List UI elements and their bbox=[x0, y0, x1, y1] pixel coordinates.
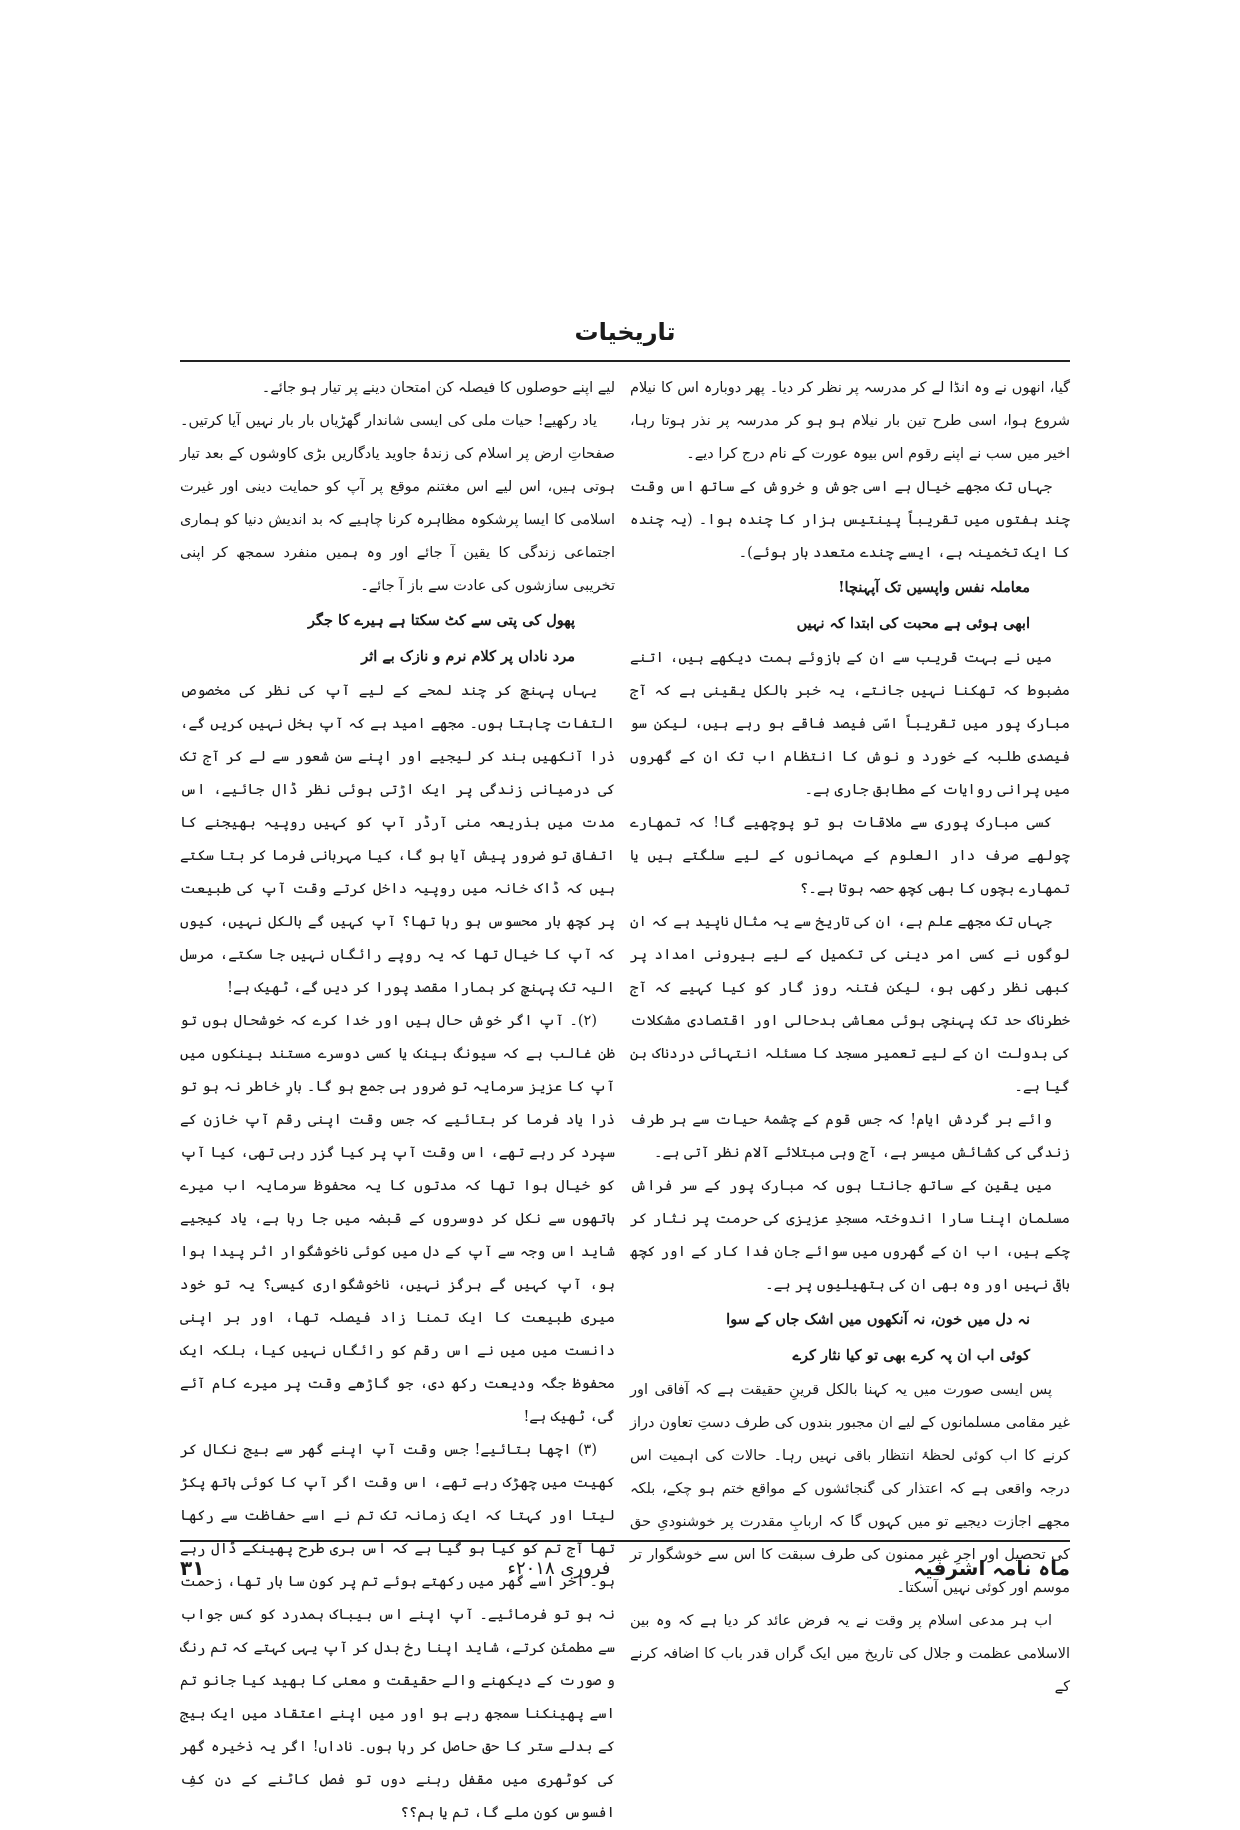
paragraph: وائے بر گردش ایام! کہ جس قوم کے چشمۂ حیات سے ہر طرف زندگی کی کشائش میسر ہے، آج وہی مبتلائے آلام نظر آتی ہے۔ bbox=[630, 1112, 1070, 1161]
verse-line bbox=[220, 639, 575, 675]
verse-text: معاملہ نفس واپسیں تک آپہنچا! bbox=[838, 579, 1030, 596]
paragraph: کسی مبارک پوری سے ملاقات ہو تو پوچھیے گا! کہ تمھارے چولھے صرف دار العلوم کے مہمانوں کے لیے سلگتے ہیں یا تمھارے بچوں کا بھی کچھ حصہ ہوتا ہے۔؟ bbox=[630, 815, 1070, 897]
paragraph: گیا، انھوں نے وہ انڈا لے کر مدرسہ پر نظر کر دیا۔ پھر دوبارہ اس کا نیلام شروع ہوا، اسی طرح تین بار نیلام ہو ہو کر مدرسہ پر نذر ہوتا رہا، اخیر میں سب نے اپنے رقوم اس بیوہ عورت کے نام درج کرا دیے۔ bbox=[630, 380, 1070, 462]
paragraph: (۳) اچھا بتائیے! جس وقت آپ اپنے گھر سے بیج نکال کر کھیت میں چھڑک رہے تھے، اس وقت اگر آپ کا کوئی ہاتھ پکڑ لیتا اور کہتا کہ ایک زمانہ تک تم نے اسے حفاظت سے رکھا تھا آج تم کو کیا ہو گیا ہے کہ اس بری طرح پھینکے ڈال رہے ہو۔ آخر اسے گھر میں رکھتے ہوئے تم پر کون سا بار تھا، زحمت نہ ہو تو فرمائیے۔ آپ اپنے اس بیباک ہمدرد کو کس جواب سے مطمئن کرتے، شاید اپنا رخ بدل کر آپ یہی کہتے کہ تم رنگ و صورت کے دیکھنے والے حقیقت و معنٰی کا بھید کیا جانو تم اسے پھینکنا سمجھ رہے ہو اور میں اپنے اعتقاد میں ایک بیج کے بدلے ستر کا حق حاصل کر رہا ہوں۔ ناداں! اگر یہ ذخیرہ گھر کی کوٹھری میں مقفل رہنے دوں تو فصل کاٹنے کے دن کفِ افسوس کون ملے گا، تم یا ہم؟؟ bbox=[180, 1442, 615, 1821]
page-footer bbox=[180, 1548, 1070, 1588]
header-rule bbox=[180, 360, 1070, 362]
paragraph: یاد رکھیے! حیات ملی کی ایسی شاندار گھڑیاں بار بار نہیں آیا کرتیں۔ صفحاتِ ارض پر اسلام کی زندۂ جاوید یادگاریں بڑی کاوشوں کے بعد تیار ہوتی ہیں، اس لیے اس مغتنم موقع پر آپ کو حمایت دینی اور غیرت اسلامی کا ایسا پرشکوہ مظاہرہ کرنا چاہیے کہ بد اندیش دنیا کو ہماری اجتماعی زندگی کا یقین آ جائے اور وہ ہمیں منفرد سمجھ کر اپنی تخریبی سازشوں کی عادت سے باز آ جائے۔ bbox=[180, 413, 615, 594]
magazine-name: ماہ نامہ اشرفیہ bbox=[913, 1556, 1070, 1580]
verse-text: نہ دل میں خون، نہ آنکھوں میں اشک جاں کے سوا bbox=[726, 1311, 1030, 1328]
verse-line bbox=[670, 570, 1030, 606]
verse-line bbox=[670, 1338, 1030, 1374]
verse-text: مرد ناداں پر کلام نرم و نازک بے اثر bbox=[361, 648, 575, 665]
verse-line bbox=[220, 603, 575, 639]
paragraph: یہاں پہنچ کر چند لمحے کے لیے آپ کی نظر کی مخصوص التفات چاہتا ہوں۔ مجھے امید ہے کہ آپ بخل نہیں کریں گے، ذرا آنکھیں بند کر لیجیے اور اپنے سن شعور سے لے کر آج تک کی درمیانی زندگی پر ایک اڑتی ہوئی نظر ڈال جائیے، اس مدت میں بذریعہ منی آرڈر آپ کو کہیں روپیہ بھیجنے کا اتفاق تو ضرور پیش آیا ہو گا، کیا مہربانی فرما کر بتا سکتے ہیں کہ ڈاک خانہ میں روپیہ داخل کرتے وقت آپ کی طبیعت پر کچھ بار محسوس ہو رہا تھا؟ آپ کہیں گے بالکل نہیں، کیوں کہ آپ کا خیال تھا کہ یہ روپے رائگاں نہیں جا سکتے، مرسل الیہ تک پہنچ کر ہمارا مقصد پورا کر دیں گے، ٹھیک ہے! bbox=[180, 683, 615, 996]
verse-line bbox=[670, 606, 1030, 642]
paragraph: میں نے بہت قریب سے ان کے بازوئے ہمت دیکھے ہیں، اتنے مضبوط کہ تھکنا نہیں جانتے، یہ خبر بالکل یقینی ہے کہ آج مبارک پور میں تقریباً اسّی فیصد فاقے ہو رہے ہیں، لیکن سو فیصدی طلبہ کے خورد و نوش کا انتظام اب تک ان کے گھروں میں پرانی روایات کے مطابق جاری ہے۔ bbox=[630, 650, 1070, 798]
paragraph: جہاں تک مجھے خیال ہے اسی جوش و خروش کے ساتھ اس وقت چند ہفتوں میں تقریباً پینتیس ہزار کا چندہ ہوا۔ (یہ چندہ کا ایک تخمینہ ہے، ایسے چندے متعدد بار ہوئے)۔ bbox=[630, 479, 1070, 561]
page-title: تاریخیات bbox=[574, 318, 676, 346]
paragraph: لیے اپنے حوصلوں کا فیصلہ کن امتحان دینے پر تیار ہو جائے۔ bbox=[261, 380, 615, 396]
paragraph: پس ایسی صورت میں یہ کہنا بالکل قرینِ حقیقت ہے کہ آفاقی اور غیر مقامی مسلمانوں کے لیے ان مجبور بندوں کی طرف دستِ تعاون دراز کرنے کا اب کوئی لحظۂ انتظار باقی نہیں رہا۔ حالات کی اہمیت اس درجہ واقعی ہے کہ اعتذار کی گنجائشوں کے مواقع ختم ہو چکے، بلکہ مجھے اجازت دیجیے تو میں کہوں گا کہ اربابِ مقدرت پر خوشنودیِ حق کی تحصیل اور اجرِ غیر ممنون کی طرف سبقت کا اس سے خوشگوار تر موسم اور کوئی نہیں آسکتا۔ bbox=[630, 1382, 1070, 1596]
paragraph: اب ہر مدعی اسلام پر وقت نے یہ فرض عائد کر دیا ہے کہ وہ بین الاسلامی عظمت و جلال کی تاریخ میں ایک گراں قدر باب کا اضافہ کرنے کے bbox=[630, 1613, 1070, 1695]
verse-text: کوئی اب ان پہ کرے بھی تو کیا نثار کرے bbox=[792, 1347, 1030, 1364]
paragraph: (۲)۔ آپ اگر خوش حال ہیں اور خدا کرے کہ خوشحال ہوں تو ظن غالب ہے کہ سیونگ بینک یا کسی دوسرے مستند بینکوں میں آپ کا عزیز سرمایہ تو ضرور ہی جمع ہو گا۔ بارِ خاطر نہ ہو تو ذرا یاد فرما کر بتائیے کہ جس وقت اپنی رقم آپ خازن کے سپرد کر رہے تھے، اس وقت آپ پر کیا گزر رہی تھی، کیا آپ کو خیال ہوا تھا کہ مدتوں کا یہ محفوظ سرمایہ اب میرے ہاتھوں سے نکل کر دوسروں کے قبضہ میں جا رہا ہے، یاد کیجیے شاید اس وجہ سے آپ کے دل میں کوئی ناخوشگوار اثر پیدا ہوا ہو، آپ کہیں گے ہرگز نہیں، ناخوشگواری کیسی؟ یہ تو خود میری طبیعت کا ایک تمنا زاد فیصلہ تھا، اور بر اپنی دانست میں میں نے اس رقم کو رائگاں نہیں کیا، بلکہ ایک محفوظ جگہ ودیعت رکھ دی، جو گاڑھے وقت پر میرے کام آئے گی، ٹھیک ہے! bbox=[180, 1013, 615, 1425]
paragraph: میں یقین کے ساتھ جانتا ہوں کہ مبارک پور کے سر فراش مسلمان اپنا سارا اندوختہ مسجدِ عزیزی کی حرمت پر نثار کر چکے ہیں، اب ان کے گھروں میں سوائے جان فدا کار کے اور کچھ باقی نہیں اور وہ بھی ان کی ہتھیلیوں پر ہے۔ bbox=[630, 1178, 1070, 1293]
page-number: ۳۱ bbox=[180, 1556, 205, 1580]
verse-text: ابھی ہوئی ہے محبت کی ابتدا کہ نہیں bbox=[796, 615, 1030, 632]
paragraph: جہاں تک مجھے علم ہے، ان کی تاریخ سے یہ مثال ناپید ہے کہ ان لوگوں نے کسی امر دینی کی تکمیل کے لیے بیرونی امداد پر کبھی نظر رکھی ہو، لیکن فتنہ روز گار کو کیا کہیے کہ آج خطرناک حد تک پہنچی ہوئی معاشی بدحالی اور اقتصادی مشکلات کی بدولت ان کے لیے تعمیر مسجد کا مسئلہ انتہائی دردناک بن گیا ہے۔ bbox=[630, 914, 1070, 1095]
verse-text: پھول کی پتی سے کٹ سکتا ہے ہیرے کا جگر bbox=[307, 612, 575, 629]
issue-date: فروری ۲۰۱۸ء bbox=[507, 1557, 611, 1579]
verse-line bbox=[670, 1302, 1030, 1338]
footer-rule bbox=[180, 1540, 1070, 1542]
